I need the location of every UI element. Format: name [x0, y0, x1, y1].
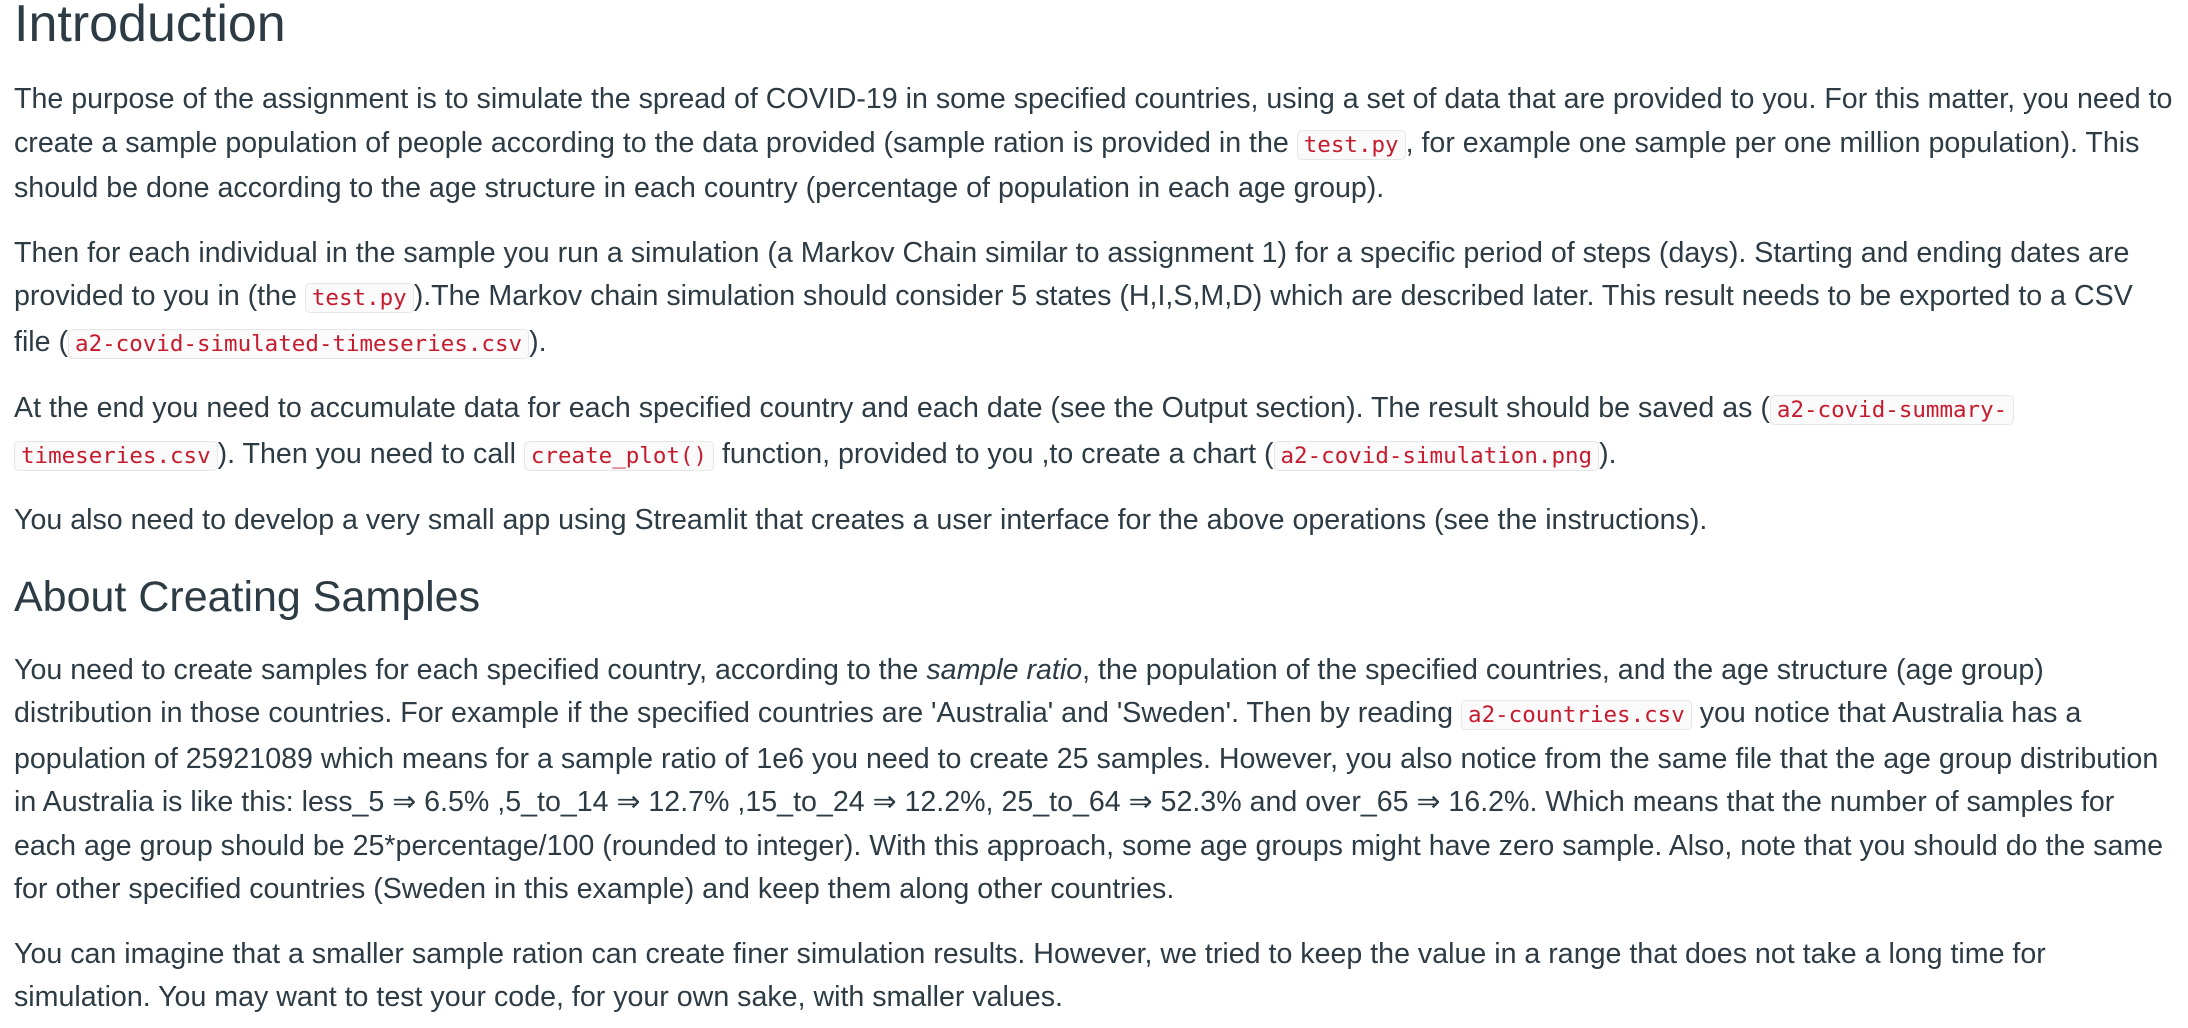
text: , for example one sample per one million population). This should be done according to the age structure in each country (percentage of population in each age group).	[14, 126, 2140, 204]
code-simulated-timeseries-csv: a2-covid-simulated-timeseries.csv	[68, 329, 529, 359]
about-paragraph-1	[14, 649, 2174, 912]
text: Then for each individual in the sample you run a simulation (a Markov Chain similar to assignment 1) for a specific period of steps (days). Starting and ending dates are provided to you in (the	[14, 236, 2130, 312]
text: ).	[1599, 437, 1617, 470]
text: ). Then you need to call	[217, 437, 524, 470]
heading-about-creating-samples: About Creating Samples	[14, 572, 481, 621]
text: ).The Markov chain simulation should consider 5 states (H,I,S,M,D) which are described later. This result needs to be exported to a CSV file (	[14, 280, 2133, 358]
text: The purpose of the assignment is to simulate the spread of COVID-19 in some specified countries, using a set of data that are provided to you. For this matter, you need to create a sample population of people according to the data provided (sample ration is provided in the	[14, 83, 2173, 159]
code-create-plot: create_plot()	[524, 441, 714, 471]
intro-paragraph-4: You also need to develop a very small app using Streamlit that creates a user interface for the above operations (see the instructions).	[14, 504, 1708, 536]
about-paragraph-2: You can imagine that a smaller sample ration can create finer simulation results. However, we tried to keep the value in a range that does not take a long time for simulation. You may want to test your code, for your own sake, with smaller values.	[14, 937, 2046, 1013]
heading-introduction: Introduction	[14, 0, 286, 53]
intro-paragraph-1	[14, 78, 2174, 211]
text: ).	[529, 325, 547, 358]
intro-paragraph-2	[14, 232, 2174, 367]
intro-paragraph-3	[14, 387, 2174, 478]
text: you notice that Australia has a population of 25921089 which means for a sample ratio of 1e6 you need to create 25 samples. However, you also notice from the same file that the age group distribution in Australia is like this: less_5 ⇒ 6.5% ,5_to_14 ⇒ 12.7% ,15_to_24 ⇒ 12.2%, 25_to_64 ⇒ 52.3% and over_65 ⇒ 16.2%. Which means that the number of samples for each age group should be 25*percentage/100 (rounded to integer). With this approach, some age groups might have zero sample. Also, note that you should do the same for other specified countries (Sweden in this example) and keep them along other countries.	[14, 697, 2164, 905]
emphasis-sample-ratio: sample ratio	[926, 653, 1083, 686]
text: At the end you need to accumulate data for each specified country and each date (see the Output section). The result should be saved as (	[14, 392, 1770, 424]
code-summary-timeseries-csv: a2-covid-summary-	[1770, 395, 2014, 425]
code-test-py: test.py	[1297, 130, 1406, 160]
code-countries-csv: a2-countries.csv	[1461, 700, 1692, 730]
text: function, provided to you ,to create a chart (	[714, 437, 1274, 470]
text: , the population of the specified countries, and the age structure (age group) distribution in those countries. For example if the specified countries are 'Australia' and 'Sweden'. Then by reading	[14, 653, 2044, 729]
code-simulation-png: a2-covid-simulation.png	[1274, 441, 1600, 471]
text: You need to create samples for each specified country, according to the	[14, 653, 927, 686]
code-test-py: test.py	[305, 283, 414, 313]
code-summary-timeseries-csv-cont: timeseries.csv	[14, 441, 218, 471]
